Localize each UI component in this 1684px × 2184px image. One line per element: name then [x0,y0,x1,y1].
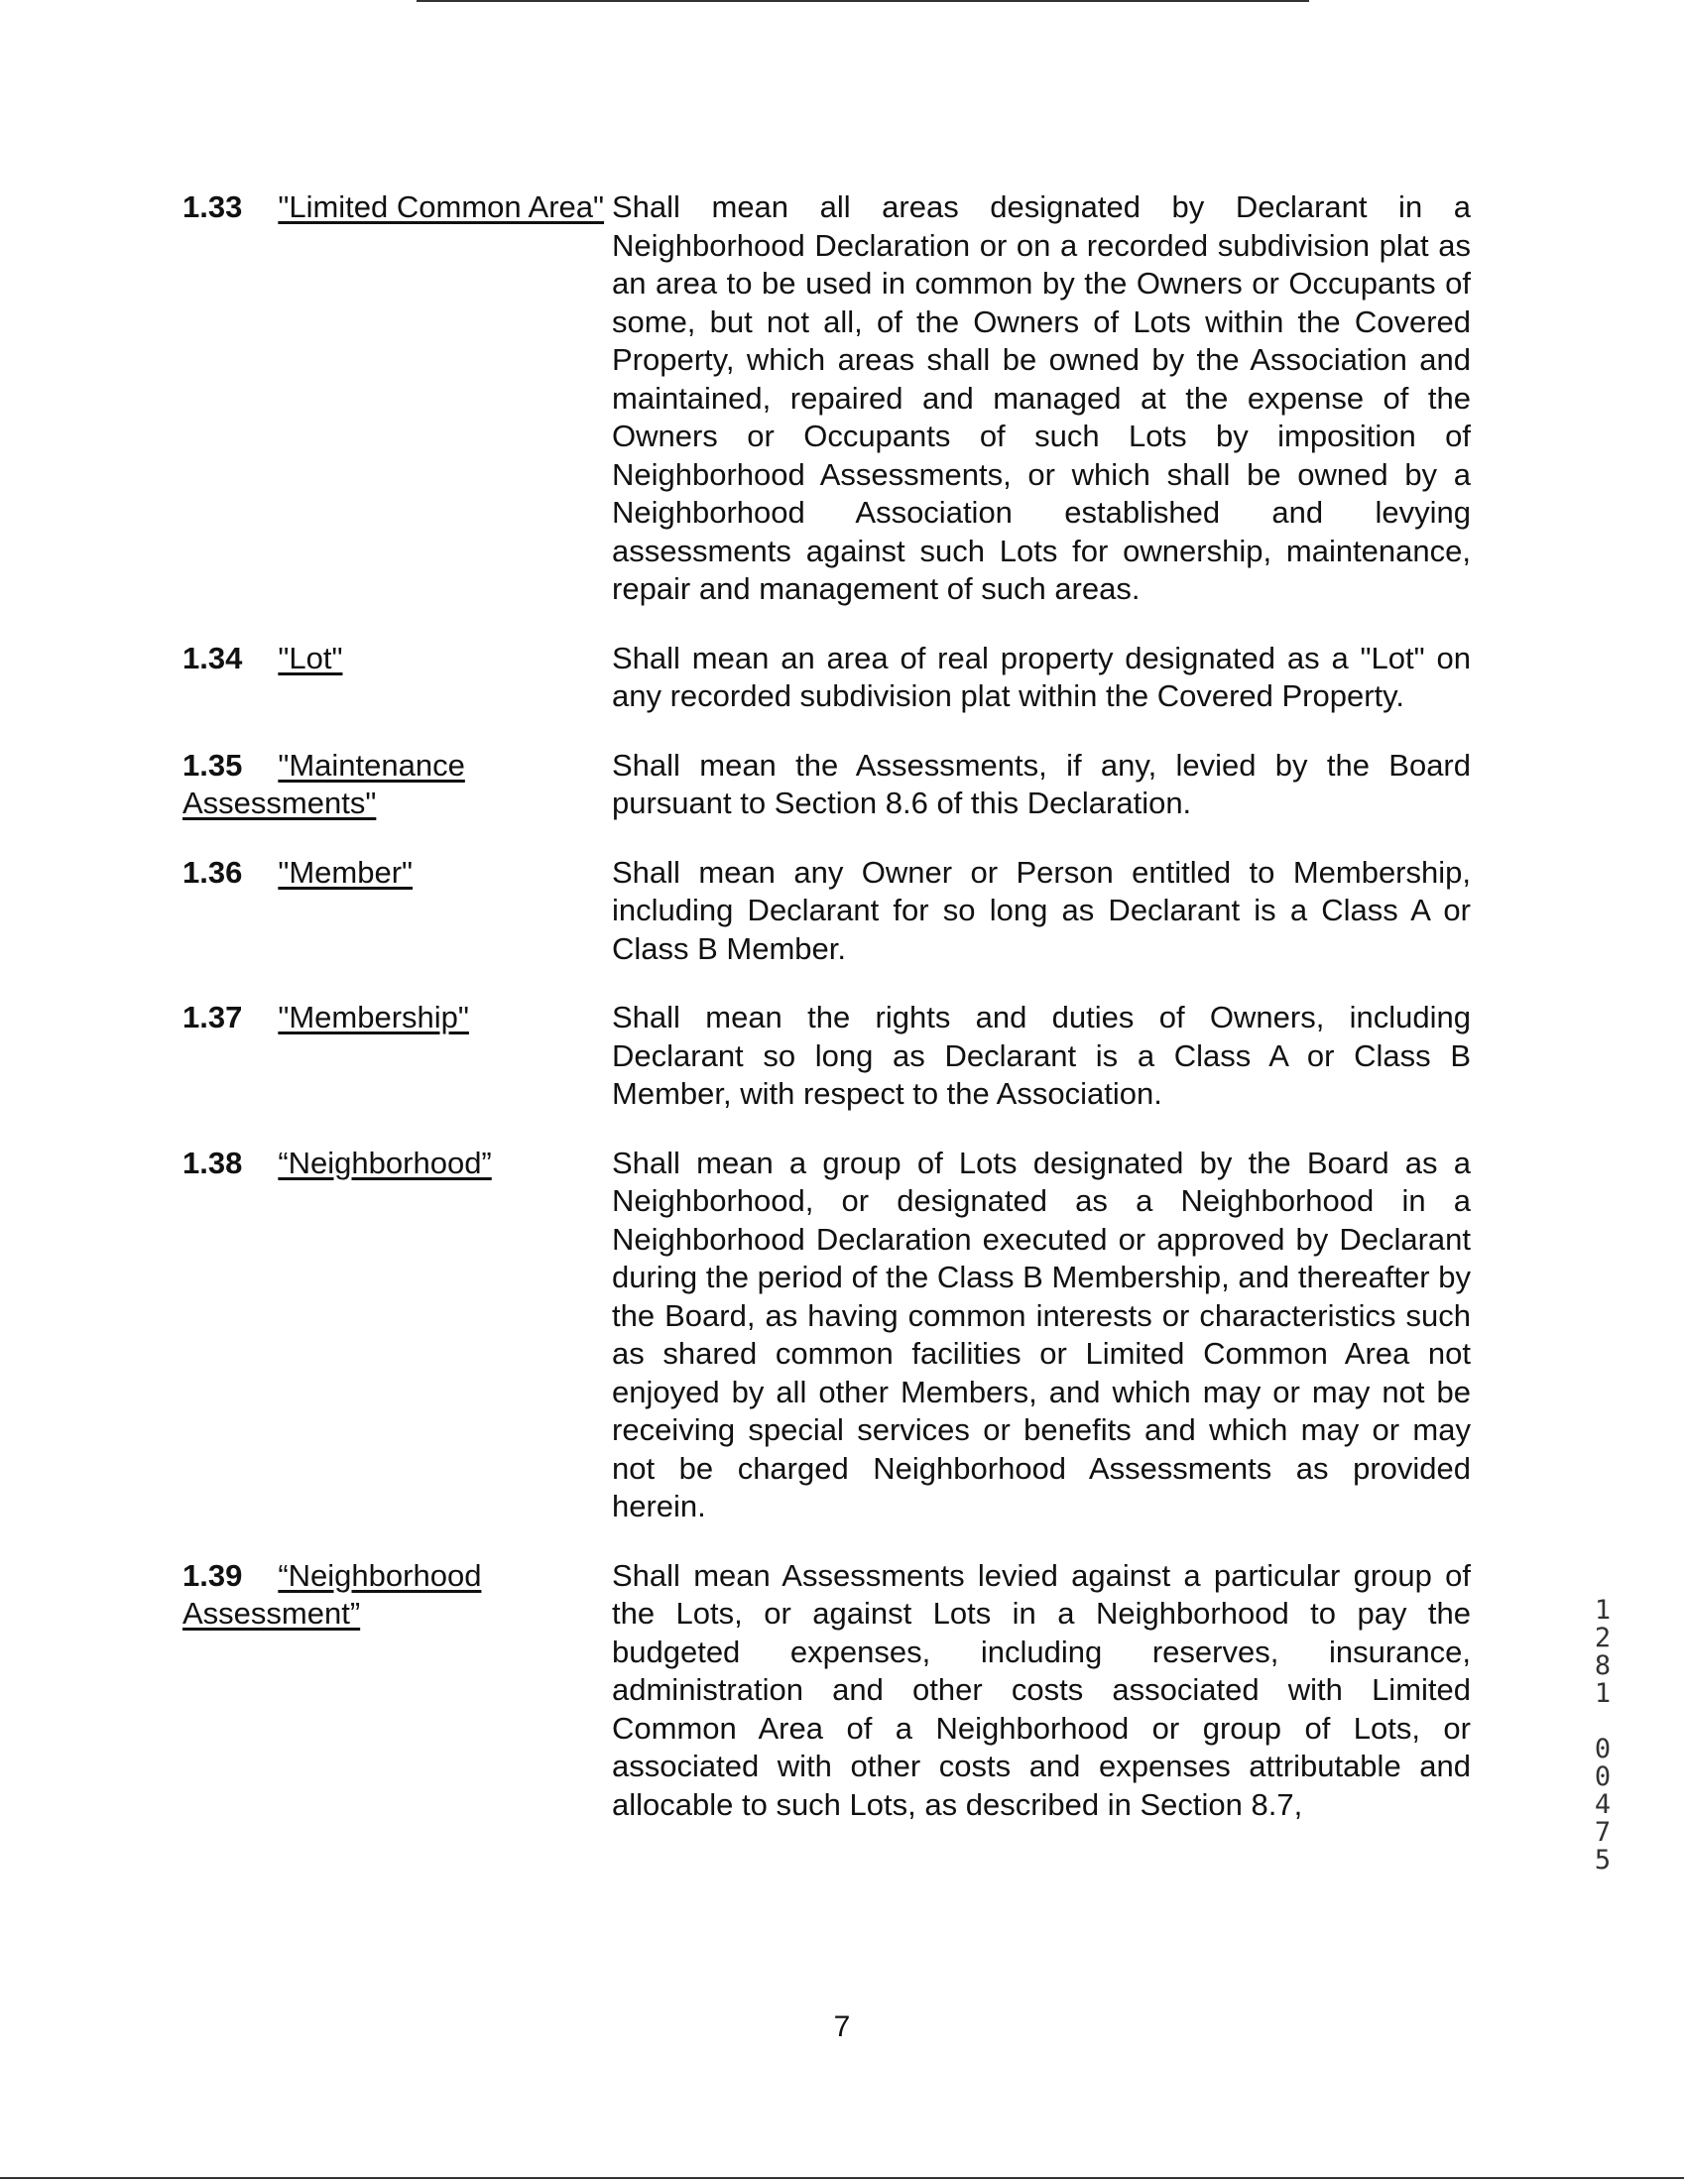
section-number: 1.34 [182,640,243,675]
section-number: 1.37 [182,1000,243,1034]
recording-stamp [1587,1597,1619,1875]
term-label: "Lot" [278,640,343,675]
stamp-char: 4 [1594,1789,1612,1820]
stamp-char: 8 [1594,1650,1612,1681]
stamp-char: 5 [1594,1845,1612,1876]
stamp-char: 1 [1594,1678,1612,1709]
definition-term [182,999,612,1114]
stamp-gap [1587,1708,1619,1736]
definition-term [182,188,612,609]
definition-text: Shall mean a group of Lots designated by the Board as a Neighborhood, or designated as a Neighborhood in a Neighborhood Declaration executed or approved by Declarant during the period of the Class B Membership, and thereafter by the Board, as having common interests or characteristics such as shared common facilities or Limited Common Area not enjoyed by all other Members, and which may or may not be receiving special services or benefits and which may or may not be charged Neighborhood Assessments as provided herein. [612,1145,1471,1523]
term-label: "Membership" [278,1000,469,1034]
definition-term [182,854,612,969]
definition-text: Shall mean the rights and duties of Owners, including Declarant so long as Declarant is a Class A or Class B Member, with respect to the Association. [612,1000,1471,1111]
definition-1-34 [182,640,1472,716]
scan-edge-top [417,0,1309,2]
document-page [182,188,1472,1855]
definition-text: Shall mean Assessments levied against a particular group of the Lots, or against Lots in a Neighborhood to pay the budgeted expenses, including reserves, insurance, administration and other costs associated with Limited Common Area of a Neighborhood or group of Lots, or associated with other costs and expenses attributable and allocable to such Lots, as described in Section 8.7, [612,1557,1471,1822]
stamp-char: 1 [1594,1595,1612,1626]
term-label: “Neighborhood” [278,1145,492,1180]
definition-1-36 [182,854,1472,969]
definition-text: Shall mean an area of real property designated as a "Lot" on any recorded subdivision plat within the Covered Property. [612,640,1471,713]
definition-term [182,1557,612,1825]
stamp-char: 0 [1594,1761,1612,1792]
stamp-char: 0 [1594,1734,1612,1764]
section-number: 1.38 [182,1145,243,1180]
page-number: 7 [833,2010,851,2043]
definition-text: Shall mean the Assessments, if any, levied by the Board pursuant to Section 8.6 of this Declaration. [612,747,1471,820]
definition-1-33 [182,188,1472,609]
definition-term [182,747,612,823]
definition-1-39 [182,1557,1472,1825]
definition-text: Shall mean any Owner or Person entitled to Membership, including Declarant for so long as Declarant is a Class A or Class B Member. [612,854,1471,966]
term-label: "Limited Common Area" [278,189,605,224]
stamp-char: 7 [1594,1817,1612,1848]
definition-1-37 [182,999,1472,1114]
term-label: "Member" [278,854,414,890]
definition-1-35 [182,747,1472,823]
section-number: 1.33 [182,189,243,224]
section-number: 1.39 [182,1557,243,1593]
definition-1-38 [182,1145,1472,1526]
definition-term [182,1145,612,1526]
definition-text: Shall mean all areas designated by Declarant in a Neighborhood Declaration or on a recorded subdivision plat as an area to be used in common by the Owners or Occupants of some, but not all, of the Owners of Lots within the Covered Property, which areas shall be owned by the Association and maintained, repaired and managed at the expense of the Owners or Occupants of such Lots by imposition of Neighborhood Assessments, or which shall be owned by a Neighborhood Association established and levying assessments against such Lots for ownership, maintenance, repair and management of such areas. [612,189,1471,606]
scan-edge-bottom [0,2177,1684,2179]
stamp-char: 2 [1594,1623,1612,1653]
definition-term [182,640,612,716]
section-number: 1.36 [182,854,243,890]
term-label: “Neighborhood Assessment” [182,1557,482,1631]
term-label: "Maintenance Assessments" [182,747,465,820]
section-number: 1.35 [182,747,243,783]
